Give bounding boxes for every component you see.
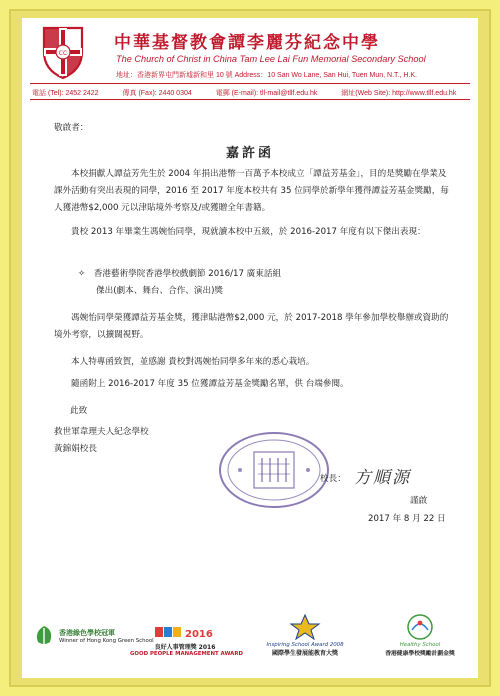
school-crest-icon [38,22,88,82]
school-seal-stamp-icon [218,430,330,510]
inspiring-school-award-icon [285,614,325,640]
principal-signature: 方順源 [354,468,411,488]
award-label: Healthy School [399,642,441,648]
award-sublabel: 國際學生發展能教育大獎 [271,650,338,657]
achievement-item-detail: 傑出(劇本、舞台、合作、演出)獎 [96,286,224,296]
phone-text: 電話 (Tel): 2452 2422 [32,90,99,97]
paragraph-thanks: 本人特專函致賀，並感謝 貴校對馮婉怡同學多年來的悉心栽培。 [71,357,315,367]
school-name-chinese: 中華基督教會譚李麗芬紀念中學 [114,33,380,53]
award-healthy-school [372,614,468,657]
award-green-school [32,624,154,646]
contact-bar [32,88,472,98]
letter-date: 2017 年 8 月 22 日 [368,514,446,524]
principal-label: 校長： [320,474,346,484]
paragraph-award: 馮婉怡同學榮獲譚益芳基金獎，獲津貼港幣$2,000 元，於 2017-2018 學年參加學校舉辦或資助的境外考察，以擴闊視野。 [54,313,449,340]
school-name-english: The Church of Christ in China Tam Lee Lai Fun Memorial Secondary School [116,54,426,64]
recipient-name: 黃錦娟校長 [54,444,97,454]
award-people-management [130,624,243,657]
salutation: 敬啟者： [54,123,89,133]
award-sublabel: 香港健康學校獎勵計劃金獎 [385,651,455,657]
school-address: 地址：香港新界屯門新墟新和里 10 號 Address：10 San Wo Lane, San Hui, Tuen Mun, N.T., H.K. [116,72,417,79]
paragraph-fund-intro: 本校捐獻人譚益芳先生於 2004 年捐出港幣一百萬予本校成立「譚益芳基金」，目的是獎勵在學業及課外活動有突出表現的同學，2016 至 2017 年度本校共有 35 位同學於新學年獲得譚益芳基金獎勵，每人獲港幣$2,000 元以津貼境外考察及/或獲贈全年書籍。 [54,169,449,213]
award-label: Inspiring School Award 2008 [266,642,344,648]
achievement-item: ✧ 香港藝術學院香港學校戲劇節 2016/17 廣東話組 [78,269,282,279]
header-divider [30,83,470,84]
letter-title: 嘉許函 [225,146,274,161]
recipient-school: 救世軍韋理夫人紀念學校 [54,427,149,437]
closing: 此致 [70,406,88,416]
award-label: 香港綠色學校冠軍 [59,629,115,637]
good-people-award-icon [155,624,215,640]
fax-text: 傳真 (Fax): 2440 0304 [122,90,192,97]
green-school-icon [32,624,56,646]
paragraph-student-intro: 貴校 2013 年畢業生馮婉怡同學，現就讀本校中五級，於 2016-2017 年度有以下傑出表現： [71,227,426,237]
award-label: 良好人事管理獎 2016 [154,644,216,651]
svg-text:2016: 2016 [185,629,213,640]
email-text: 電郵 (E-mail): tll-mail@tllf.edu.hk [215,90,318,97]
respectfully-text: 謹啟 [410,496,428,506]
contact-divider [30,99,470,100]
award-sublabel: GOOD PEOPLE MANAGEMENT AWARD [130,651,243,657]
website-link[interactable]: 網址(Web Site): http://www.tllf.edu.hk [341,90,457,97]
paragraph-attachment: 隨函附上 2016-2017 年度 35 位獲譚益芳基金獎勵名單，供 台端參閱。 [71,379,349,389]
svg-text:CC: CC [58,50,68,57]
letter-page [22,18,478,678]
award-sublabel: Winner of Hong Kong Green School [59,638,154,644]
award-inspiring-school [260,614,350,657]
healthy-school-icon [402,614,438,640]
